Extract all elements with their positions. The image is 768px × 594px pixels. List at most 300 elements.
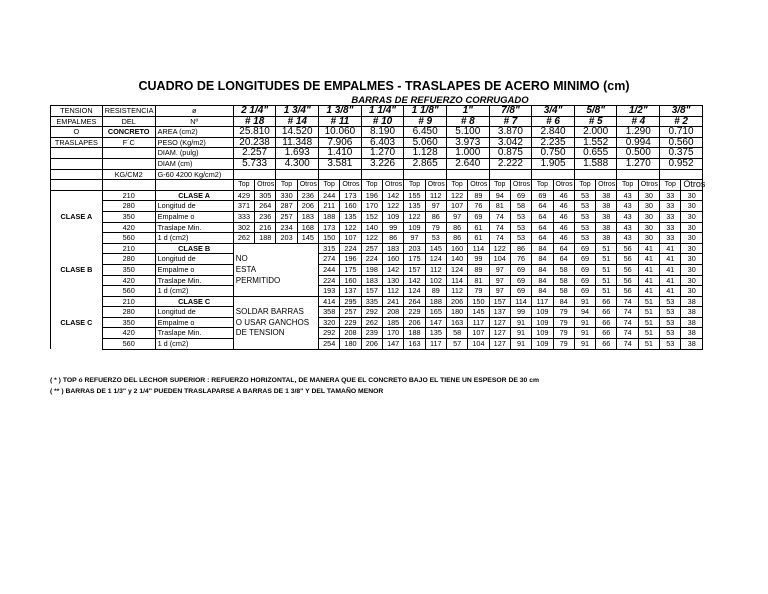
table-row (51, 190, 703, 201)
bar-property: 0.500 (617, 148, 660, 159)
bar-property: 5.100 (446, 127, 489, 138)
length-value: 84 (532, 254, 553, 265)
subheader-row (51, 180, 703, 191)
description: CLASE B (155, 243, 233, 254)
length-value: 53 (574, 211, 595, 222)
class-label (51, 201, 103, 212)
length-value: 64 (553, 243, 574, 254)
fc-value: 560 (102, 339, 155, 350)
bar-size: # 10 (361, 116, 404, 127)
length-value: 86 (446, 222, 467, 233)
length-value: 99 (468, 254, 489, 265)
bar-property: 1.270 (361, 148, 404, 159)
class-label (51, 222, 103, 233)
concrete-label (102, 158, 155, 169)
bar-size: # 11 (319, 116, 362, 127)
length-value: 91 (574, 317, 595, 328)
length-value: 124 (425, 254, 446, 265)
length-value: 185 (383, 317, 404, 328)
length-value: 69 (574, 254, 595, 265)
table-row (51, 275, 703, 286)
length-value: 229 (404, 307, 425, 318)
length-value: 130 (383, 275, 404, 286)
length-value: 61 (468, 222, 489, 233)
length-value: 74 (617, 328, 638, 339)
fc-value: 210 (102, 296, 155, 307)
length-value: 30 (681, 243, 703, 254)
sub-otros: Otros (340, 180, 361, 191)
length-value: 46 (553, 233, 574, 244)
length-value: 51 (638, 339, 659, 350)
table-row (51, 307, 703, 318)
length-value: 51 (596, 254, 617, 265)
class-label (51, 339, 103, 350)
bar-property: 0.952 (660, 158, 703, 169)
concrete-label: RESISTENCIA (102, 106, 155, 117)
length-value: 41 (638, 275, 659, 286)
bar-property: 2.235 (532, 137, 575, 148)
sub-top: Top (319, 180, 340, 191)
length-value: 183 (383, 243, 404, 254)
length-value: 64 (532, 211, 553, 222)
length-value: 89 (468, 264, 489, 275)
length-value: 51 (596, 275, 617, 286)
length-value: 292 (319, 328, 340, 339)
length-value: 124 (404, 286, 425, 297)
length-value: 30 (638, 190, 659, 201)
property-label: PESO (Kg/m2) (155, 137, 233, 148)
fc-value: 280 (102, 307, 155, 318)
length-value: 58 (553, 286, 574, 297)
bar-size: # 6 (532, 116, 575, 127)
length-value: 41 (638, 286, 659, 297)
length-value: 216 (255, 222, 276, 233)
tension-label: TENSION (51, 106, 103, 117)
length-value: 173 (319, 222, 340, 233)
length-value: 137 (340, 286, 361, 297)
bar-property: 2.222 (489, 158, 532, 169)
length-value: 117 (468, 317, 489, 328)
length-value: 81 (468, 275, 489, 286)
sub-otros: Otros (255, 180, 276, 191)
length-value: 46 (553, 222, 574, 233)
length-value: 41 (660, 254, 681, 265)
length-value: 160 (340, 275, 361, 286)
length-value: 114 (468, 243, 489, 254)
bar-property: 0.710 (660, 127, 703, 138)
tension-label: EMPALMES (51, 116, 103, 127)
description: Traslape Min. (155, 222, 233, 233)
length-value: 53 (510, 233, 531, 244)
class-label (51, 243, 103, 254)
bar-property (532, 169, 575, 180)
concrete-label (102, 148, 155, 159)
length-value: 79 (553, 339, 574, 350)
length-value: 175 (340, 264, 361, 275)
length-value: 38 (681, 339, 703, 350)
length-value: 206 (404, 317, 425, 328)
length-value: 274 (319, 254, 340, 265)
length-value: 229 (340, 317, 361, 328)
fc-value: 560 (102, 286, 155, 297)
length-value: 38 (596, 233, 617, 244)
note-text (233, 286, 318, 297)
length-value: 145 (425, 243, 446, 254)
length-value: 264 (404, 296, 425, 307)
length-value: 122 (446, 190, 467, 201)
description: Empalme o (155, 264, 233, 275)
sub-top: Top (617, 180, 638, 191)
header-row (51, 158, 703, 169)
sub-top: Top (489, 180, 510, 191)
length-value: 371 (233, 201, 254, 212)
sub-otros: Otros (510, 180, 531, 191)
length-value: 51 (596, 264, 617, 275)
bar-property: 1.290 (617, 127, 660, 138)
bar-size: 3/8" (660, 106, 703, 117)
length-value: 188 (425, 296, 446, 307)
table-row (51, 328, 703, 339)
length-value: 79 (553, 328, 574, 339)
length-value: 145 (297, 233, 318, 244)
length-value: 91 (510, 328, 531, 339)
bar-property (233, 169, 276, 180)
property-label: G-60 4200 Kg/cm2) (155, 169, 233, 180)
length-value: 89 (425, 286, 446, 297)
length-value: 66 (596, 339, 617, 350)
bar-size: 1 3/4" (276, 106, 319, 117)
length-value: 160 (340, 201, 361, 212)
length-value: 107 (340, 233, 361, 244)
fc-value: 420 (102, 275, 155, 286)
length-value: 107 (468, 328, 489, 339)
fc-value: 210 (102, 190, 155, 201)
length-value: 320 (319, 317, 340, 328)
length-value: 183 (297, 211, 318, 222)
length-value: 315 (319, 243, 340, 254)
length-value: 69 (574, 243, 595, 254)
bar-property: 1.128 (404, 148, 447, 159)
length-value: 51 (638, 296, 659, 307)
length-value: 66 (596, 307, 617, 318)
length-value: 257 (340, 307, 361, 318)
length-value: 64 (532, 233, 553, 244)
bar-property: 3.226 (361, 158, 404, 169)
length-value: 203 (276, 233, 297, 244)
length-value: 33 (660, 201, 681, 212)
length-value: 69 (510, 275, 531, 286)
length-value: 61 (468, 233, 489, 244)
bar-property: 1.588 (574, 158, 617, 169)
bar-property: 0.875 (489, 148, 532, 159)
length-value: 155 (404, 190, 425, 201)
length-value: 41 (638, 243, 659, 254)
length-value: 46 (553, 211, 574, 222)
length-value: 84 (532, 243, 553, 254)
sub-otros: Otros (596, 180, 617, 191)
length-value: 335 (361, 296, 382, 307)
bar-size: 2 1/4" (233, 106, 276, 117)
bar-property: 20.238 (233, 137, 276, 148)
length-value: 38 (681, 328, 703, 339)
length-value: 66 (596, 296, 617, 307)
length-value: 74 (489, 211, 510, 222)
class-label (51, 286, 103, 297)
bar-property: 6.450 (404, 127, 447, 138)
length-value: 69 (532, 190, 553, 201)
length-value: 76 (510, 254, 531, 265)
sub-otros: Otros (638, 180, 659, 191)
length-value: 33 (660, 233, 681, 244)
class-label: CLASE A (51, 211, 103, 222)
length-value: 117 (425, 339, 446, 350)
length-value: 99 (383, 222, 404, 233)
concrete-label: CONCRETO (102, 127, 155, 138)
fc-value: 280 (102, 254, 155, 265)
length-value: 41 (660, 275, 681, 286)
description: CLASE A (155, 190, 233, 201)
length-value: 58 (510, 201, 531, 212)
length-value: 206 (297, 201, 318, 212)
length-value: 33 (660, 211, 681, 222)
length-value: 30 (681, 190, 703, 201)
fc-value: 350 (102, 211, 155, 222)
length-value: 157 (361, 286, 382, 297)
length-value: 109 (532, 328, 553, 339)
bar-property: 1.693 (276, 148, 319, 159)
length-value: 122 (404, 211, 425, 222)
bar-size: 5/8" (574, 106, 617, 117)
length-value: 180 (446, 307, 467, 318)
table-row (51, 286, 703, 297)
length-value: 81 (489, 201, 510, 212)
note-text: NO (233, 254, 318, 265)
note-text: ESTA (233, 264, 318, 275)
length-value: 69 (574, 264, 595, 275)
header-row (51, 169, 703, 180)
blank-cell (102, 180, 155, 191)
description: CLASE C (155, 296, 233, 307)
length-value: 330 (276, 190, 297, 201)
bar-size: # 5 (574, 116, 617, 127)
length-value: 109 (532, 339, 553, 350)
fc-value: 350 (102, 264, 155, 275)
bar-property: 2.000 (574, 127, 617, 138)
bar-property: 2.257 (233, 148, 276, 159)
length-value: 41 (660, 264, 681, 275)
note-text (233, 339, 318, 350)
bar-property (319, 169, 362, 180)
length-value: 74 (617, 317, 638, 328)
class-label (51, 254, 103, 265)
class-label: CLASE B (51, 264, 103, 275)
sub-otros: Otros (425, 180, 446, 191)
length-value: 99 (510, 307, 531, 318)
note-text: DE TENSION (233, 328, 318, 339)
sub-top: Top (574, 180, 595, 191)
length-value: 198 (361, 264, 382, 275)
header-row (51, 127, 703, 138)
length-value: 56 (617, 264, 638, 275)
length-value: 122 (340, 222, 361, 233)
length-value: 165 (425, 307, 446, 318)
length-value: 30 (681, 275, 703, 286)
table-row (51, 264, 703, 275)
length-value: 188 (255, 233, 276, 244)
bar-property: 1.905 (532, 158, 575, 169)
length-value: 97 (489, 264, 510, 275)
bar-property: 8.190 (361, 127, 404, 138)
length-value: 94 (489, 190, 510, 201)
bar-property: 2.840 (532, 127, 575, 138)
length-value: 76 (468, 201, 489, 212)
length-value: 97 (489, 286, 510, 297)
length-value: 56 (617, 254, 638, 265)
length-value: 51 (596, 243, 617, 254)
length-value: 41 (638, 254, 659, 265)
length-value: 206 (446, 296, 467, 307)
length-value: 292 (361, 307, 382, 318)
length-value: 244 (319, 190, 340, 201)
length-value: 147 (425, 317, 446, 328)
length-value: 79 (425, 222, 446, 233)
length-value: 135 (425, 328, 446, 339)
length-value: 30 (681, 264, 703, 275)
length-value: 38 (681, 317, 703, 328)
bar-property: 6.403 (361, 137, 404, 148)
length-value: 114 (510, 296, 531, 307)
description: Longitud de (155, 254, 233, 265)
bar-property (489, 169, 532, 180)
length-value: 38 (596, 211, 617, 222)
length-value: 109 (404, 222, 425, 233)
length-value: 429 (233, 190, 254, 201)
note-text: O USAR GANCHOS (233, 317, 318, 328)
length-value: 160 (446, 243, 467, 254)
length-value: 168 (297, 222, 318, 233)
length-value: 239 (361, 328, 382, 339)
length-value: 170 (361, 201, 382, 212)
fc-value: 350 (102, 317, 155, 328)
length-value: 30 (681, 254, 703, 265)
length-value: 104 (468, 339, 489, 350)
tension-label (51, 158, 103, 169)
class-label (51, 296, 103, 307)
table-row (51, 211, 703, 222)
length-value: 163 (404, 339, 425, 350)
length-value: 33 (660, 190, 681, 201)
length-value: 57 (446, 339, 467, 350)
table-row (51, 222, 703, 233)
sub-otros: Otros (681, 180, 703, 191)
concrete-label: F´C (102, 137, 155, 148)
length-value: 224 (361, 254, 382, 265)
bar-property: 0.750 (532, 148, 575, 159)
bar-size: 1 1/8" (404, 106, 447, 117)
length-value: 97 (446, 211, 467, 222)
length-value: 51 (638, 307, 659, 318)
length-value: 109 (532, 317, 553, 328)
length-value: 46 (553, 190, 574, 201)
bar-size: 1/2" (617, 106, 660, 117)
bar-property: 2.865 (404, 158, 447, 169)
bar-property: 2.640 (446, 158, 489, 169)
sub-top: Top (233, 180, 254, 191)
sub-top: Top (446, 180, 467, 191)
table-row (51, 254, 703, 265)
class-label: CLASE C (51, 317, 103, 328)
bar-property: 3.581 (319, 158, 362, 169)
length-value: 109 (532, 307, 553, 318)
length-value: 79 (468, 286, 489, 297)
property-label: AREA (cm2) (155, 127, 233, 138)
class-label (51, 190, 103, 201)
length-value: 86 (446, 233, 467, 244)
length-value: 142 (404, 275, 425, 286)
property-label: DIAM (cm) (155, 158, 233, 169)
note-text: SOLDAR BARRAS (233, 307, 318, 318)
bar-property (446, 169, 489, 180)
bar-property: 14.520 (276, 127, 319, 138)
header-row (51, 106, 703, 117)
length-value: 58 (446, 328, 467, 339)
bar-property: 5.060 (404, 137, 447, 148)
length-value: 183 (361, 275, 382, 286)
bar-property (361, 169, 404, 180)
length-value: 333 (233, 211, 254, 222)
length-value: 30 (638, 233, 659, 244)
length-value: 137 (489, 307, 510, 318)
sub-otros: Otros (553, 180, 574, 191)
length-value: 51 (638, 317, 659, 328)
length-value: 91 (574, 296, 595, 307)
description: Traslape Min. (155, 328, 233, 339)
tension-label: O (51, 127, 103, 138)
length-value: 358 (319, 307, 340, 318)
bar-property (617, 169, 660, 180)
bar-property (404, 169, 447, 180)
length-value: 66 (596, 317, 617, 328)
length-value: 224 (340, 243, 361, 254)
bar-property: 3.973 (446, 137, 489, 148)
length-value: 74 (617, 339, 638, 350)
length-value: 43 (617, 190, 638, 201)
length-value: 295 (340, 296, 361, 307)
class-label (51, 307, 103, 318)
bar-property: 0.994 (617, 137, 660, 148)
sub-top: Top (404, 180, 425, 191)
length-value: 163 (446, 317, 467, 328)
table-row (51, 296, 703, 307)
bar-property: 5.733 (233, 158, 276, 169)
length-value: 196 (361, 190, 382, 201)
bar-size: 7/8" (489, 106, 532, 117)
class-label (51, 275, 103, 286)
length-value: 33 (660, 222, 681, 233)
length-value: 157 (404, 264, 425, 275)
length-value: 66 (596, 328, 617, 339)
header-row (51, 116, 703, 127)
length-value: 145 (468, 307, 489, 318)
footnote-bars: ( ** ) BARRAS DE 1 1/3" y 2 1/4" PUEDEN TRASLAPARSE A BARRAS DE 1 3/8" Y DEL TAMAÑO MENOR (50, 388, 384, 395)
length-value: 51 (638, 328, 659, 339)
length-value: 43 (617, 211, 638, 222)
length-value: 86 (510, 243, 531, 254)
length-value: 180 (340, 339, 361, 350)
bar-property: 25.810 (233, 127, 276, 138)
sub-top: Top (361, 180, 382, 191)
property-label: Nº (155, 116, 233, 127)
